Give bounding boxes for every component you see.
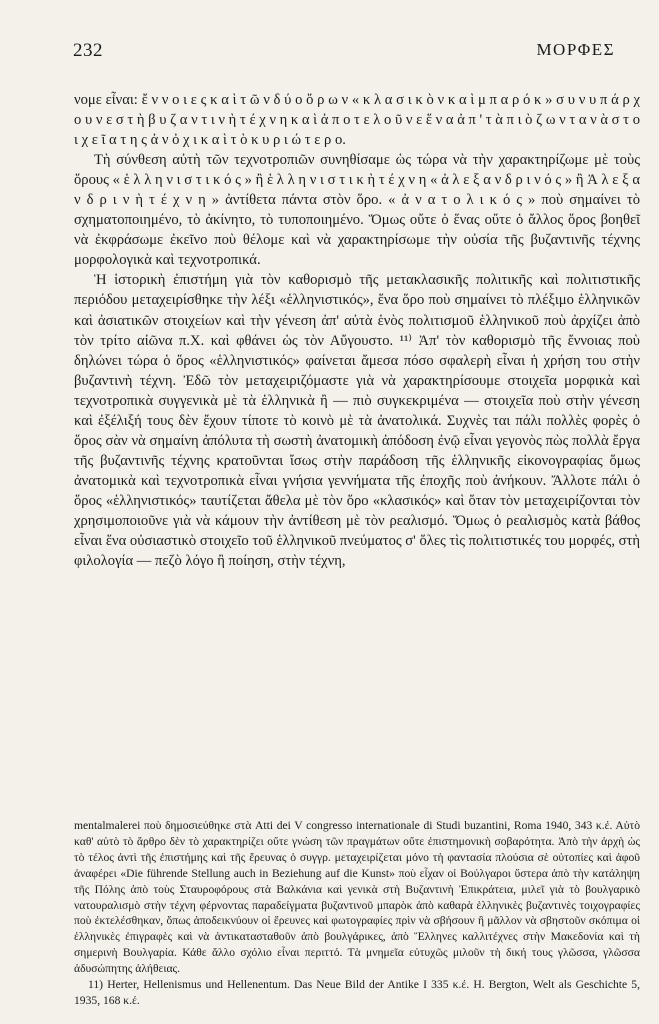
paragraph: Ἡ ἱστορικὴ ἐπιστήμη γιὰ τὸν καθορισμὸ τῆς μετακλασικῆς πολιτικῆς καὶ πολιτιστικῆς περιόδου μεταχειρίσθηκε τὴν λέξι «ἑλληνιστικός», ἕνα ὅρο ποὺ σημαίνει τὸ πλέξιμο ἑλληνικῶν καὶ ἀσιατικῶν στοιχείων καὶ τὴν γένεση ἀπ' αὐτὰ ἑνὸς πολιτισμοῦ ἑλληνικοῦ ποὺ ἀρχίζει ἀπὸ τὸν τρίτο αἰῶνα π.Χ. καὶ φθάνει ὡς τὸν Αὔγουστο. ¹¹⁾ Ἀπ' τὸν καθορισμὸ τῆς ἔννοιας ποὺ δηλώνει τώρα ὁ ὅρος «ἑλληνιστικός» φαίνεται ἄμεσα πόσο σφαλερὴ εἶναι ἡ χρήση του στὴν βυζαντινὴ τέχνη. Ἐδῶ τὸν μεταχειριζόμαστε γιὰ νὰ χαρακτηρίσουμε στοιχεῖα μορφικὰ καὶ τεχνοτροπικὰ συγγενικὰ μὲ τὰ ἑλληνικὰ ἢ — πιὸ συγκεκριμένα — στοιχεῖα ποὺ στὴν γένεση καὶ ἐξέλιξή τους δὲν ἔχουν τίποτε τὸ κοινὸ μὲ τὰ ἀνατολικά. Συχνὲς ται πάλι πολλὲς φορὲς ὁ ὅρος σὰν νὰ σημαίνη ἀπόλυτα τὴ σωστὴ ἀνατομικὴ ἀπόδοση ἐνῷ εἶναι γεγονὸς πὼς πολλὰ ἔργα τῆς βυζαντινῆς τέχνης κρατοῦνται ἴσως στὴν παράδοση τῆς ἑλληνικῆς εἰκονογραφίας ὅμως ἀνατομικὰ καὶ τεχνοτροπικὰ εἶναι γνήσια γεννήματα τῆς ἐποχῆς ποὺ ἀνήκουν. Ἄλλοτε πάλι ὁ ὅρος «ἑλληνιστικός» ταυτίζεται ἄθελα μὲ τὸν ὅρο «κλασικός» καὶ ὅταν τὸν μεταχειρίζονται τὸν χρησιμοποιοῦνε γιὰ νὰ κάμουν τὴν ἀντίθεση μὲ τὸν ρεαλισμό. Ὅμως ὁ ρεαλισμὸς κατὰ βάθος εἶναι ἕνα οὐσιαστικὸ στοιχεῖο τοῦ ἑλληνικοῦ πνεύματος σ' ὅλες τὶς πολιτιστικές του μορφές, στὴ φιλολογία — πεζὸ λόγο ἢ ποίηση, στὴν τέχνη,: [74, 272, 640, 570]
running-title: ΜΟΡΦΕΣ: [536, 40, 615, 59]
footnote: 11) Herter, Hellenismus und Hellenentum. Das Neue Bild der Antike I 335 κ.έ. H. Bergton, Welt als Geschichte 5, 1935, 168 κ.έ.: [74, 978, 640, 1007]
footnotes: [74, 818, 640, 1009]
paragraph: Τὴ σύνθεση αὐτὴ τῶν τεχνοτροπιῶν συνηθίσαμε ὡς τώρα νὰ τὴν χαρακτηρίζωμε μὲ τοὺς ὅρους « ἑ λ λ η ν ι σ τ ι κ ό ς » ἢ ἑ λ λ η ν ι σ τ ι κ ὴ τ έ χ ν η « ἀ λ ε ξ α ν δ ρ ι ν ό ς » ἢ Ἀ λ ε ξ α ν δ ρ ι ν ὴ τ έ χ ν η » ἀντίθετα πάντα στὸν ὅρο. « ἀ ν α τ ο λ ι κ ό ς » ποὺ σημαίνει τὸ σχηματοποιημένο, τὸ ἀκίνητο, τὸ τυποποιημένο. Ὅμως οὔτε ὁ ἕνας οὔτε ὁ ἄλλος ὅρος βοηθεῖ νὰ ἐκφράσωμε ἐκεῖνο ποὺ θέλομε καὶ νὰ χαρακτηρίσωμε τὴν οὐσία τῆς βυζαντινῆς τέχνης μορφολογικὰ καὶ τεχνοτροπικά.: [74, 152, 640, 269]
page-header: [73, 40, 615, 68]
main-text: [74, 90, 640, 571]
footnote-separator: [74, 815, 640, 816]
footnote: mentalmalerei ποὺ δημοσιεύθηκε στὰ Atti dei V congresso internationale di Studi buzantini, Roma 1940, 343 κ.έ. Αὐτὸ καθ' αὑτὸ τὸ ἄρθρο δὲν τὸ χαρακτηρίζει οὔτε γνώση τῶν πραγμάτων οὔτε ἐπιστημονικὴ σοβαρότητα. Ἀπὸ τὴν ἀρχὴ ὡς τὸ τέλος ἀντὶ τῆς ἐπιστήμης καὶ τῆς ἔρευνας ὁ συγγρ. μεταχειρίζεται μόνο τὴ φαντασία πλούσια σὲ οὐτοπίες καὶ ἀφοῦ ἀναφέρει «Die führende Stellung auch in Beziehung auf die Kunst» ποὺ εἶχαν οἱ Βούλγαροι ὕστερα ἀπὸ τὴν κατάληψη τῆς Πόλης ἀπὸ τοὺς Σταυροφόρους στὰ Βαλκάνια καὶ γενικὰ στὴ Βυζαντινὴ Ἐπικράτεια, μιλεῖ γιὰ τὸ βουλγαρικὸ νατουραλισμὸ στὴν τέχνη φέρνοντας παραδείγματα βυζαντινοῦ μπαρὸκ ἀπὸ καθαρὰ ἑλληνικὲς βυζαντινὲς τοιχογραφίες ποὺ ἐκτελέσθηκαν, ὅπως ἀποδεικνύουν οἱ ἔρευνες καὶ φωτογραφίες πρὶν νὰ σβήσουν ἢ μᾶλλον νὰ σβηστοῦν σκόπιμα οἱ ἑλληνικὲς ἐπιγραφὲς καὶ νὰ ἀντικατασταθοῦν ἀπὸ βουλγάρικες, ἀπὸ Ἕλληνες καλλιτέχνες στὴν Μακεδονία καὶ τὴ σημερινὴ Βουλγαρία. Κάθε ἄλλο σχόλιο εἶναι περιττό. Τὰ μνημεῖα εὐτυχῶς μιλοῦν τὴ δική τους γλῶσσα, γλῶσσα ἀδυσώπητης ἀλήθειας.: [74, 819, 640, 976]
page-number: 232: [73, 40, 103, 61]
paragraph: νομε εἶναι: ἔ ν ν ο ι ε ς κ α ὶ τ ῶ ν δ ύ ο ὅ ρ ω ν « κ λ α σ ι κ ὸ ν κ α ὶ μ π α ρ ό κ » σ υ ν υ π ά ρ χ ο υ ν ε σ τ ὴ β υ ζ α ν τ ι ν ὴ τ έ χ ν η κ α ὶ ἀ π ο τ ε λ ο ῦ ν ε ἕ ν α ἀ π ' τ ὰ π ι ὸ ζ ω ν τ α ν ὰ σ τ ο ι χ ε ῖ α τ η ς ἀ ν ὀ χ ι κ α ὶ τ ὸ κ υ ρ ι ώ τ ε ρ ο.: [74, 92, 640, 149]
